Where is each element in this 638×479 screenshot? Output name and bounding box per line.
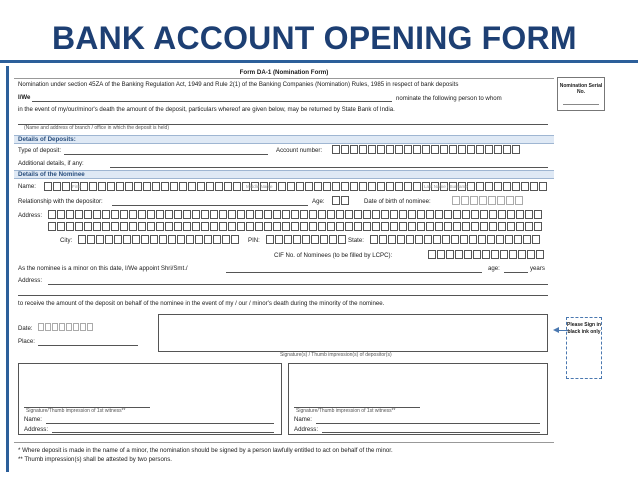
depositor-signature-box[interactable] <box>158 314 548 352</box>
minor-appoint-text: As the nominee is a minor on this date, I/We appoint Shri/Smt./ <box>18 265 188 272</box>
last-name-caption: Last Name / Surname <box>424 184 468 189</box>
additional-details-field[interactable] <box>110 167 548 168</box>
pin-boxes[interactable] <box>266 235 347 244</box>
witness-2-address-field[interactable] <box>322 432 540 433</box>
intro-text: Nomination under section 45ZA of the Banking Regulation Act, 1949 and Rule 2(1) of the Banking Companies (Nomination) Rules, 1985 in respect of bank deposits <box>18 81 459 88</box>
header-divider <box>14 78 554 79</box>
witness-1-address-label: Address: <box>24 426 49 433</box>
deposits-heading-band <box>14 135 554 144</box>
witness-1-address-field[interactable] <box>52 432 274 433</box>
date-label: Date: <box>18 325 33 332</box>
nominee-name-boxes[interactable] <box>44 182 548 191</box>
additional-details-label: Additional details, if any: <box>18 160 84 167</box>
nominee-heading: Details of the Nominee <box>18 171 85 178</box>
witness-1-box <box>18 363 282 435</box>
depositor-name-field[interactable] <box>32 101 392 102</box>
nominee-dob-boxes[interactable] <box>452 196 524 205</box>
sign-date-boxes[interactable] <box>38 323 94 331</box>
guardian-age-field[interactable] <box>504 272 528 273</box>
first-name-caption: First <box>72 184 81 189</box>
guardian-address-label: Address: <box>18 277 43 284</box>
type-of-deposit-label: Type of deposit: <box>18 147 62 154</box>
nomination-serial-box <box>557 77 605 111</box>
witness-2-box <box>288 363 548 435</box>
nominee-address-boxes-2[interactable] <box>48 222 543 231</box>
witness-2-caption: Signature/Thumb impression of 1st witness** <box>296 408 396 414</box>
serial-number-field[interactable] <box>563 104 599 105</box>
guardian-name-field[interactable] <box>226 272 482 273</box>
place-field[interactable] <box>38 345 138 346</box>
please-sign-text: Please Sign in black ink only <box>567 322 601 335</box>
witness-2-address-label: Address: <box>294 426 319 433</box>
guardian-address-field-2[interactable] <box>18 295 548 296</box>
guardian-address-field-1[interactable] <box>48 284 548 285</box>
nomination-form <box>14 66 554 474</box>
pin-label: PIN: <box>248 237 260 244</box>
left-accent-bar <box>6 66 9 472</box>
state-label: State: <box>348 237 364 244</box>
footnote-1: * Where deposit is made in the name of a minor, the nomination should be signed by a person lawfully entitled to act on behalf of the minor. <box>18 447 393 454</box>
witness-1-caption: Signature/Thumb impression of 1st witness** <box>26 408 126 414</box>
slide-title: BANK ACCOUNT OPENING FORM <box>52 20 577 56</box>
relationship-label: Relationship with the depositor: <box>18 198 103 205</box>
cif-boxes[interactable] <box>428 250 545 259</box>
relationship-field[interactable] <box>112 205 308 206</box>
footnote-2: ** Thumb impression(s) shall be attested by two persons. <box>18 456 172 463</box>
nominee-address-label: Address: <box>18 212 43 219</box>
place-label: Place: <box>18 338 35 345</box>
state-boxes[interactable] <box>370 235 541 244</box>
please-sign-note <box>566 317 602 379</box>
nominee-heading-band <box>14 170 554 179</box>
nominate-text: nominate the following person to whom <box>396 95 502 102</box>
form-title: Form DA-1 (Nomination Form) <box>239 69 329 76</box>
account-number-boxes[interactable] <box>332 145 521 154</box>
title-divider <box>0 60 638 63</box>
nominee-address-boxes-1[interactable] <box>48 210 543 219</box>
footnote-divider <box>14 442 554 443</box>
depositor-signature-caption: Signature(s) / Thumb impression(s) of depositor(s) <box>280 352 392 358</box>
branch-caption: (Name and address of branch / office in which the deposit is held) <box>24 125 169 131</box>
guardian-age-label: age: <box>488 265 500 272</box>
cif-label: CIF No. of Nominees (to be filled by LCPC): <box>274 252 393 259</box>
deposits-heading: Details of Deposits: <box>18 136 76 143</box>
witness-1-name-field[interactable] <box>46 423 274 424</box>
serial-label: Nomination Serial No. <box>559 83 603 96</box>
witness-2-name-field[interactable] <box>316 423 540 424</box>
nominee-name-label: Name: <box>18 183 36 190</box>
years-label: years <box>530 265 545 272</box>
type-of-deposit-field[interactable] <box>64 154 268 155</box>
receive-text: to receive the amount of the deposit on behalf of the nominee in the event of my / our / minor's death during the minority of the nominee. <box>18 300 385 307</box>
age-label: Age: <box>312 198 325 205</box>
dob-label: Date of birth of nominee: <box>364 198 431 205</box>
witness-1-name-label: Name: <box>24 416 42 423</box>
city-boxes[interactable] <box>78 235 240 244</box>
age-boxes[interactable] <box>332 196 350 205</box>
event-text: in the event of my/our/minor's death the amount of the deposit, particulars whereof are given below, may be returned by State Bank of India. <box>18 106 395 113</box>
middle-name-caption: Middle Name <box>246 184 273 189</box>
witness-2-name-label: Name: <box>294 416 312 423</box>
arrow-left-icon <box>553 327 559 333</box>
iwe-label: I/We <box>18 94 31 101</box>
account-number-label: Account number: <box>276 147 323 154</box>
city-label: City: <box>60 237 73 244</box>
